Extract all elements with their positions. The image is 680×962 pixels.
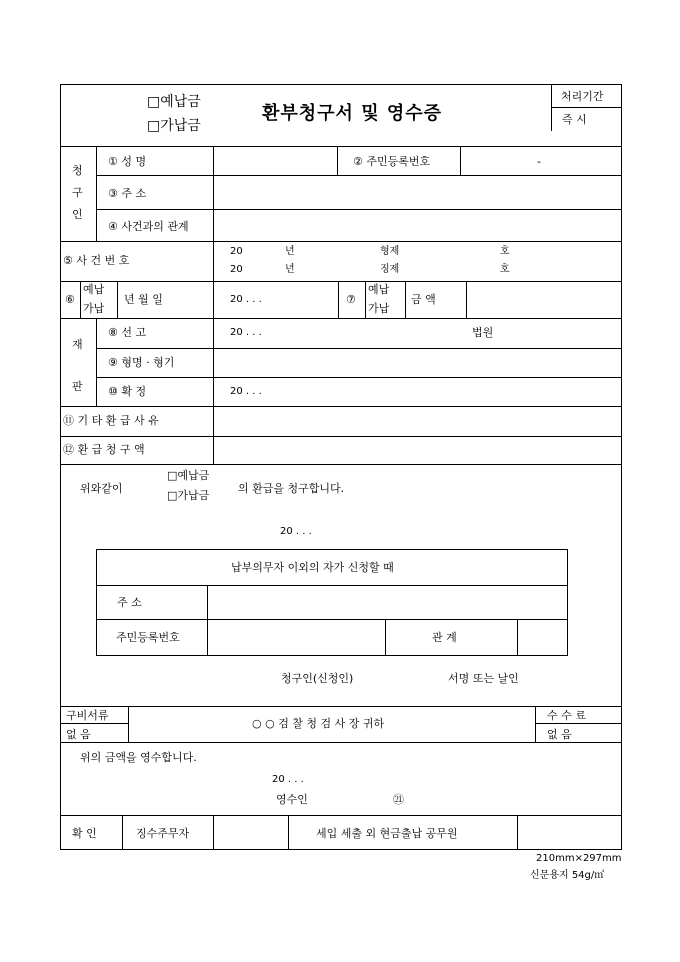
claimant-group-3: 인 (72, 208, 83, 221)
declaration-check-provisional[interactable]: □가납금 (167, 489, 210, 502)
seal-mark[interactable]: ㉑ (393, 793, 404, 806)
signature-field[interactable]: 서명 또는 날인 (448, 672, 519, 685)
payment-kind-prepay: 예납 (83, 283, 105, 296)
proxy-relation-field[interactable] (518, 620, 567, 655)
case-year-2: 20 (230, 264, 243, 275)
court-label: 법원 (472, 326, 494, 339)
confirm-label: 확 인 (72, 827, 97, 840)
case-type-2: 징제 (380, 264, 400, 275)
receipt-date[interactable]: 20 . . . (272, 774, 304, 785)
declaration-date[interactable]: 20 . . . (280, 526, 312, 537)
final-label: ⑩ 확 정 (108, 385, 147, 398)
payment7-kind-provisional: 가납 (368, 302, 390, 315)
form-title: 환부청구서 및 영수증 (262, 103, 443, 124)
declaration-suffix: 의 환급을 청구합니다. (238, 482, 345, 495)
fee-label: 수 수 료 (547, 709, 586, 722)
collector-sign-field[interactable] (214, 816, 287, 849)
paper-size: 210mm×297mm (536, 853, 622, 864)
other-reason-label: ⑪ 기 타 환 급 사 유 (63, 414, 159, 427)
name-field[interactable] (214, 147, 336, 174)
case-nyeon-1: 년 (285, 246, 295, 257)
addressee: ○ ○ 검 찰 청 검 사 장 귀하 (252, 717, 385, 730)
refund-amount-field[interactable] (214, 437, 621, 463)
proxy-rrn-field[interactable] (208, 620, 384, 655)
proxy-rrn-label: 주민등록번호 (116, 631, 180, 644)
final-date-field[interactable]: 20 . . . (230, 386, 262, 397)
case-ho-2: 호 (500, 264, 510, 275)
claimant-group-1: 청 (72, 164, 83, 177)
claimant-applicant-label: 청구인(신청인) (281, 672, 354, 685)
case-type-1: 형제 (380, 246, 400, 257)
period-label: 처리기간 (561, 90, 604, 103)
proxy-relation-label: 관 계 (432, 631, 457, 644)
payment7-kind-prepay: 예납 (368, 283, 390, 296)
declaration-prefix: 위와같이 (80, 482, 123, 495)
relation-label: ④ 사건과의 관계 (108, 220, 189, 233)
payment-num: ⑥ (65, 293, 75, 306)
trial-group-1: 재 (72, 338, 83, 351)
penalty-field[interactable] (214, 349, 621, 376)
sentence-label: ⑧ 선 고 (108, 326, 147, 339)
rrn-field[interactable]: - (537, 155, 541, 168)
proxy-title: 납부의무자 이외의 자가 신청할 때 (231, 561, 394, 574)
amount-label: 금 액 (411, 293, 436, 306)
payment-kind-provisional: 가납 (83, 302, 105, 315)
docs-value: 없 음 (66, 728, 91, 741)
case-nyeon-2: 년 (285, 264, 295, 275)
official-sign-field[interactable] (518, 816, 621, 849)
paper-stock: 신문용지 54g/㎡ (530, 870, 605, 881)
penalty-label: ⑨ 형명 · 형기 (108, 356, 175, 369)
rrn-label: ② 주민등록번호 (353, 155, 431, 168)
period-value: 즉 시 (562, 113, 587, 126)
proxy-address-field[interactable] (208, 586, 567, 618)
official-label: 세입 세출 외 현금출납 공무원 (316, 827, 458, 840)
relation-field[interactable] (214, 210, 621, 240)
case-ho-1: 호 (500, 246, 510, 257)
receipt-text: 위의 금액을 영수합니다. (80, 751, 197, 764)
case-year-1: 20 (230, 246, 243, 257)
claimant-group-2: 구 (72, 186, 83, 199)
proxy-address-label: 주 소 (117, 596, 142, 609)
refund-amount-label: ⑫ 환 급 청 구 액 (63, 443, 145, 456)
docs-label: 구비서류 (66, 709, 109, 722)
address-field[interactable] (214, 176, 621, 208)
payment-date-label: 년 월 일 (124, 293, 163, 306)
fee-value: 없 음 (547, 728, 572, 741)
payment-date-field[interactable]: 20 . . . (230, 294, 262, 305)
trial-group-2: 판 (72, 380, 83, 393)
other-reason-field[interactable] (214, 407, 621, 435)
amount-field[interactable] (467, 282, 621, 317)
sentence-date-field[interactable]: 20 . . . (230, 327, 262, 338)
name-label: ① 성 명 (108, 155, 147, 168)
address-label: ③ 주 소 (108, 187, 147, 200)
header-check-prepay[interactable]: □예납금 (147, 94, 201, 110)
declaration-check-prepay[interactable]: □예납금 (167, 469, 210, 482)
header-check-provisional[interactable]: □가납금 (147, 118, 201, 134)
payment-num-7: ⑦ (346, 293, 356, 306)
collector-label: 징수주무자 (136, 827, 190, 840)
case-number-label: ⑤ 사 건 번 호 (63, 254, 130, 267)
receiver-label: 영수인 (276, 793, 308, 806)
